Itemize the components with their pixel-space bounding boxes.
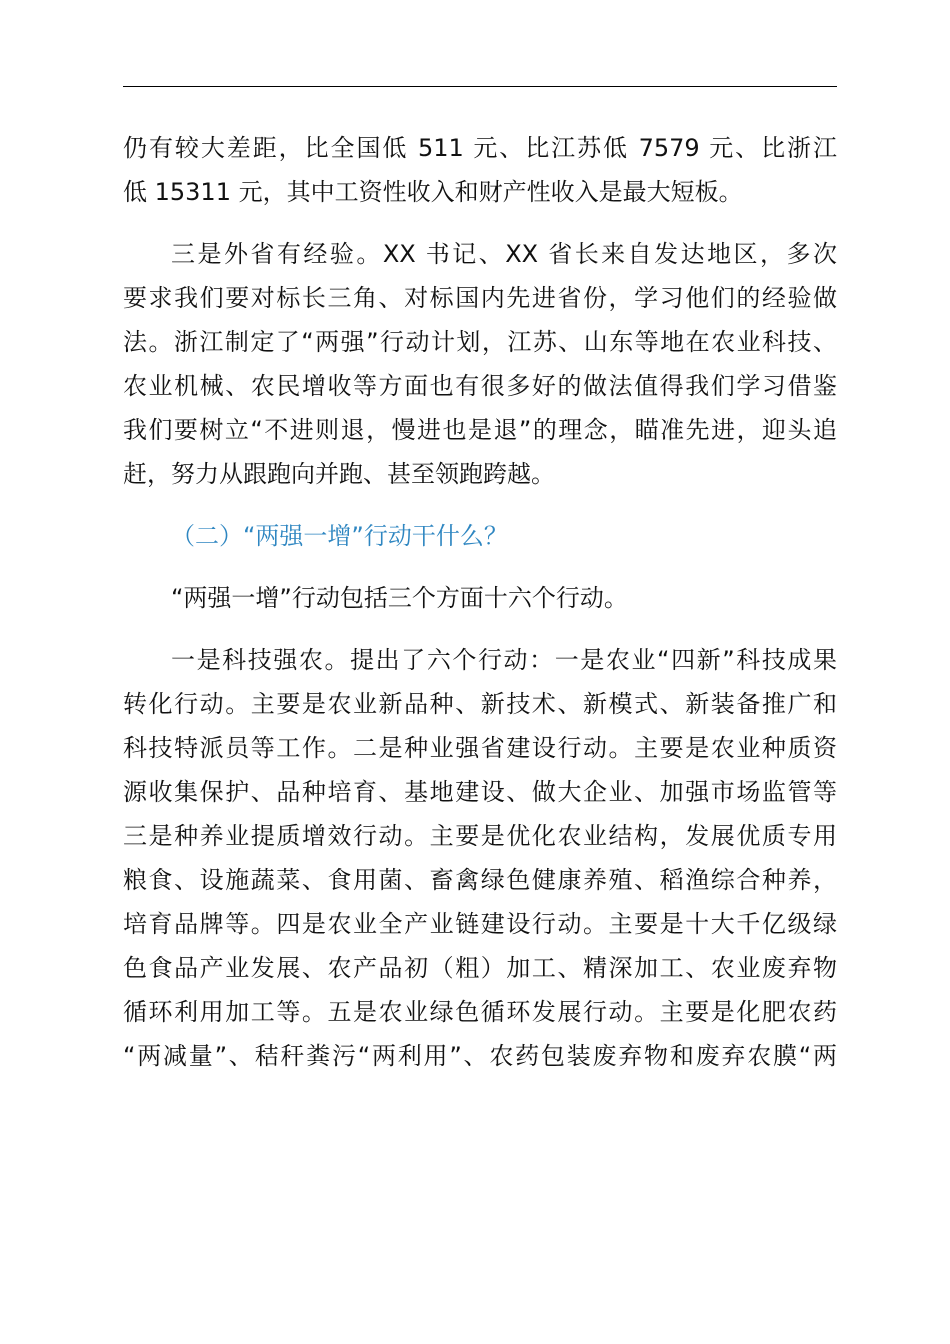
text-line: 仍有较大差距，比全国低 511 元、比江苏低 7579 元、比浙江: [123, 134, 837, 162]
text-line: 粮食、设施蔬菜、食用菌、畜禽绿色健康养殖、稻渔综合种养，: [123, 866, 837, 894]
text-line: 三是种养业提质增效行动。主要是优化农业结构，发展优质专用: [123, 822, 837, 850]
paragraph-1: [123, 126, 837, 214]
text-line: “两强一增”行动包括三个方面十六个行动。: [171, 584, 628, 612]
document-body: [123, 126, 837, 1078]
text-line: 我们要树立“不进则退，慢进也是退”的理念，瞄准先进，迎头追: [123, 416, 837, 444]
text-line: 转化行动。主要是农业新品种、新技术、新模式、新装备推广和: [123, 690, 837, 718]
text-line: 色食品产业发展、农产品初（粗）加工、精深加工、农业废弃物: [123, 954, 837, 982]
text-line: 源收集保护、品种培育、基地建设、做大企业、加强市场监管等: [123, 778, 837, 806]
paragraph-3: [123, 576, 837, 620]
text-line: 农业机械、农民增收等方面也有很多好的做法值得我们学习借鉴: [123, 372, 837, 400]
header-rule: [123, 86, 837, 87]
text-line: 循环利用加工等。五是农业绿色循环发展行动。主要是化肥农药: [123, 998, 837, 1026]
text-line: 低 15311 元，其中工资性收入和财产性收入是最大短板。: [123, 178, 743, 206]
paragraph-4: [123, 638, 837, 1078]
text-line: “两减量”、秸秆粪污“两利用”、农药包装废弃物和废弃农膜“两: [123, 1042, 837, 1070]
text-line: 法。浙江制定了“两强”行动计划，江苏、山东等地在农业科技、: [123, 328, 837, 356]
text-line: 科技特派员等工作。二是种业强省建设行动。主要是农业种质资: [123, 734, 837, 762]
text-line: 赶，努力从跟跑向并跑、甚至领跑跨越。: [123, 460, 555, 488]
section-heading-text: （二）“两强一增”行动干什么？: [171, 522, 508, 550]
text-line: 一是科技强农。提出了六个行动：一是农业“四新”科技成果: [171, 646, 837, 674]
paragraph-2: [123, 232, 837, 496]
section-heading: [123, 514, 837, 558]
text-line: 培育品牌等。四是农业全产业链建设行动。主要是十大千亿级绿: [123, 910, 837, 938]
text-line: 三是外省有经验。XX 书记、XX 省长来自发达地区，多次: [171, 240, 837, 268]
text-line: 要求我们要对标长三角、对标国内先进省份，学习他们的经验做: [123, 284, 837, 312]
